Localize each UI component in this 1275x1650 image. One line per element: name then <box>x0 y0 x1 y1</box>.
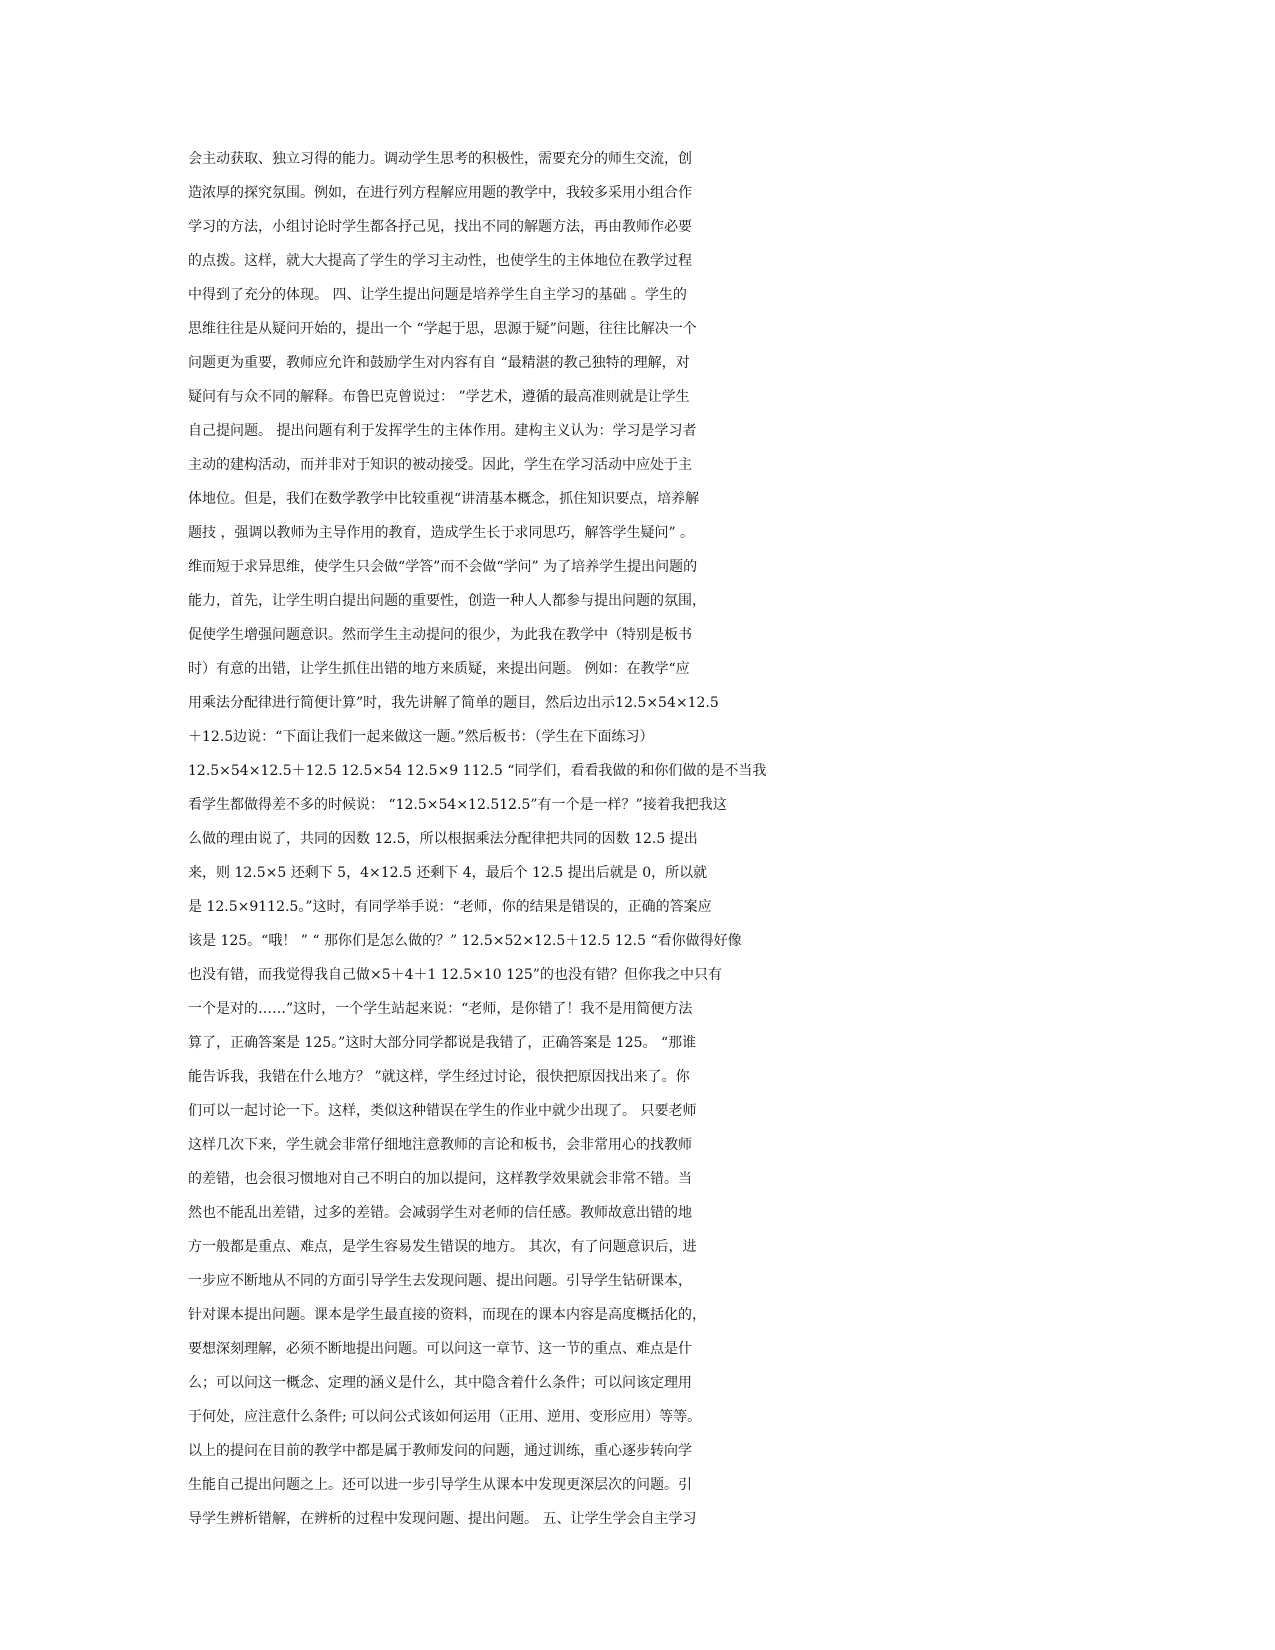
text-line: 中得到了充分的体现。 四、让学生提出问题是培养学生自主学习的基础 。学生的 <box>188 287 687 303</box>
text-line: 问题更为重要，教师应允许和鼓励学生对内容有自 “最精湛的教己独特的理解，对 <box>188 355 690 371</box>
text-line: 用乘法分配律进行简便计算”时，我先讲解了简单的题目，然后边出示12.5×54×12.5 <box>188 695 719 711</box>
text-line: 方一般都是重点、难点，是学生容易发生错误的地方。 其次，有了问题意识后，进 <box>188 1239 697 1255</box>
text-line: 一个是对的……”这时，一个学生站起来说：“老师，是你错了！我不是用简便方法 <box>188 1001 693 1017</box>
text-line: 看学生都做得差不多的时候说： “12.5×54×12.512.5”有一个是一样？”接着我把我这 <box>188 797 727 813</box>
text-line: 导学生辨析错解，在辨析的过程中发现问题、提出问题。 五、让学生学会自主学习 <box>188 1511 697 1527</box>
text-line: 一步应不断地从不同的方面引导学生去发现问题、提出问题。引导学生钻研课本， <box>188 1273 692 1289</box>
text-line: 促使学生增强问题意识。然而学生主动提问的很少，为此我在教学中（特别是板书 <box>188 627 692 643</box>
text-line: 也没有错，而我觉得我自己做×5＋4＋1 12.5×10 125”的也没有错？但你我之中只有 <box>188 967 722 983</box>
text-line: 体地位。但是，我们在数学教学中比较重视“讲清基本概念，抓住知识要点，培养解 <box>188 491 700 507</box>
text-line: 能力，首先，让学生明白提出问题的重要性，创造一种人人都参与提出问题的氛围， <box>188 593 706 609</box>
text-line: 针对课本提出问题。课本是学生最直接的资料，而现在的课本内容是高度概括化的， <box>188 1307 706 1323</box>
text-line: 造浓厚的探究氛围。例如，在进行列方程解应用题的教学中，我较多采用小组合作 <box>188 185 692 201</box>
text-line: 题技 ，强调以教师为主导作用的教育，造成学生长于求同思巧，解答学生疑问” 。 <box>188 525 695 541</box>
text-line: 生能自己提出问题之上。还可以进一步引导学生从课本中发现更深层次的问题。引 <box>188 1477 692 1493</box>
text-line: 维而短于求异思维，使学生只会做“学答”而不会做“学问” 为了培养学生提出问题的 <box>188 559 698 575</box>
text-line: 这样几次下来，学生就会非常仔细地注意教师的言论和板书，会非常用心的找教师 <box>188 1137 692 1153</box>
text-line: 时）有意的出错，让学生抓住出错的地方来质疑，来提出问题。 例如：在教学“应 <box>188 661 690 677</box>
text-line: 12.5×54×12.5＋12.5 12.5×54 12.5×9 112.5 “同学们，看看我做的和你们做的是不当我 <box>188 763 767 779</box>
text-line: 们可以一起讨论一下。这样，类似这种错误在学生的作业中就少出现了。 只要老师 <box>188 1103 697 1119</box>
text-line: 该是 125。“哦！ ” “ 那你们是怎么做的？” 12.5×52×12.5＋12.5 12.5 “看你做得好像 <box>188 933 742 949</box>
text-line: 疑问有与众不同的解释。布鲁巴克曾说过： ”学艺术，遵循的最高准则就是让学生 <box>188 389 690 405</box>
text-line: ＋12.5边说：“下面让我们一起来做这一题。”然后板书：（学生在下面练习） <box>188 729 654 745</box>
text-line: 然也不能乱出差错，过多的差错。会减弱学生对老师的信任感。教师故意出错的地 <box>188 1205 692 1221</box>
text-line: 的点拨。这样，就大大提高了学生的学习主动性，也使学生的主体地位在教学过程 <box>188 253 692 269</box>
text-line: 思维往往是从疑问开始的，提出一个 “学起于思，思源于疑”问题，往往比解决一个 <box>188 321 697 337</box>
text-line: 学习的方法，小组讨论时学生都各抒己见，找出不同的解题方法，再由教师作必要 <box>188 219 692 235</box>
text-line: 能告诉我，我错在什么地方？ ”就这样，学生经过讨论，很快把原因找出来了。你 <box>188 1069 690 1085</box>
text-line: 以上的提问在目前的教学中都是属于教师发问的问题，通过训练，重心逐步转向学 <box>188 1443 692 1459</box>
text-line: 要想深刻理解，必须不断地提出问题。可以问这一章节、这一节的重点、难点是什 <box>188 1341 692 1357</box>
body-text <box>188 142 1088 1536</box>
text-line: 主动的建构活动，而并非对于知识的被动接受。因此，学生在学习活动中应处于主 <box>188 457 692 473</box>
text-line: 么做的理由说了，共同的因数 12.5，所以根据乘法分配律把共同的因数 12.5 提出 <box>188 831 698 847</box>
text-line: 么；可以问这一概念、定理的涵义是什么，其中隐含着什么条件；可以问该定理用 <box>188 1375 692 1391</box>
text-line: 自己提问题。 提出问题有利于发挥学生的主体作用。建构主义认为：学习是学习者 <box>188 423 697 439</box>
text-line: 是 12.5×9112.5。”这时，有同学举手说：“老师，你的结果是错误的，正确的答案应 <box>188 899 712 915</box>
text-line: 算了，正确答案是 125。”这时大部分同学都说是我错了，正确答案是 125。 “那谁 <box>188 1035 697 1051</box>
text-line: 会主动获取、独立习得的能力。调动学生思考的积极性，需要充分的师生交流，创 <box>188 151 692 167</box>
text-line: 于何处，应注意什么条件; 可以问公式该如何运用（正用、逆用、变形应用）等等。 <box>188 1409 702 1425</box>
text-line: 的差错，也会很习惯地对自己不明白的加以提问，这样教学效果就会非常不错。当 <box>188 1171 692 1187</box>
text-line: 来，则 12.5×5 还剩下 5，4×12.5 还剩下 4，最后个 12.5 提出后就是 0，所以就 <box>188 865 708 881</box>
